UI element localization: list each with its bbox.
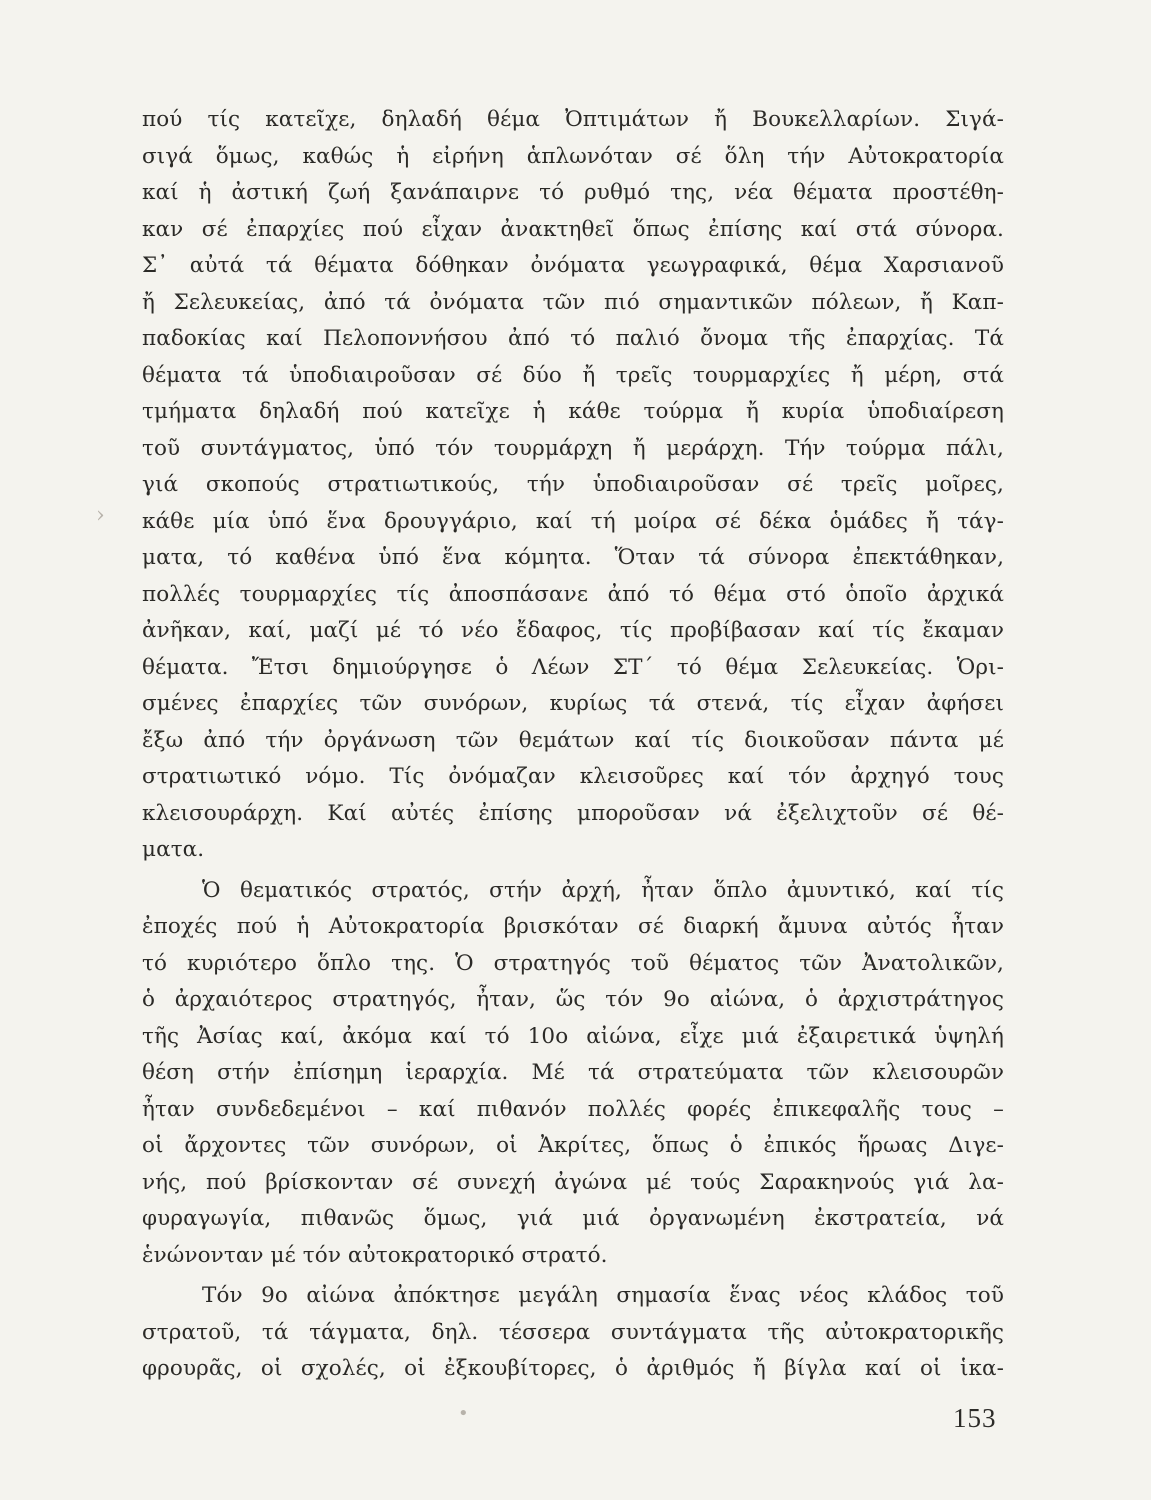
text-line: πολλές τουρμαρχίες τίς ἀποσπάσανε ἀπό τό θέμα στό ὁποῖο ἀρχικά [142,581,1004,607]
text-line: ἀνῆκαν, καί, μαζί μέ τό νέο ἔδαφος, τίς προβίβασαν καί τίς ἔκαμαν [142,618,1004,643]
text-line: νής, πού βρίσκονταν σέ συνεχή ἀγώνα μέ τούς Σαρακηνούς γιά λα- [142,1169,1004,1195]
text-line: φρουρᾶς, οἱ σχολές, οἱ ἐξκουβίτορες, ὁ ἀριθμός ἤ βίγλα καί οἱ ἱκα- [142,1356,1004,1381]
text-line: ἑνώνονταν μέ τόν αὐτοκρατορικό στρατό. [142,1242,608,1268]
text-line: ματα, τό καθένα ὑπό ἕνα κόμητα. Ὅταν τά σύνορα ἐπεκτάθηκαν, [142,545,1004,570]
margin-mark-icon: › [96,503,105,528]
page-text [142,102,1004,1388]
paragraph-3 [142,1278,1004,1388]
text-line: σιγά ὅμως, καθώς ἡ εἰρήνη ἁπλωνόταν σέ ὅλη τήν Αὐτοκρατορία [142,143,1004,169]
text-line: ἐποχές πού ἡ Αὐτοκρατορία βρισκόταν σέ διαρκή ἄμυνα αὐτός ἦταν [142,914,1004,939]
text-line: Ὁ θεματικός στρατός, στήν ἀρχή, ἦταν ὅπλο ἀμυντικό, καί τίς [202,877,1004,903]
text-line: θέματα τά ὑποδιαιροῦσαν σέ δύο ἤ τρεῖς τουρμαρχίες ἤ μέρη, στά [142,362,1004,388]
text-line: ἤ Σελευκείας, ἀπό τά ὀνόματα τῶν πιό σημαντικῶν πόλεων, ἤ Καπ- [142,289,1004,315]
paragraph-2 [142,873,1004,1275]
text-line: ἔξω ἀπό τήν ὀργάνωση τῶν θεμάτων καί τίς διοικοῦσαν πάντα μέ [142,727,1004,753]
text-line: καί ἡ ἀστική ζωή ξανάπαιρνε τό ρυθμό της, νέα θέματα προστέθη- [142,180,1004,205]
text-line: θέση στήν ἐπίσημη ἱεραρχία. Μέ τά στρατεύματα τῶν κλεισουρῶν [142,1060,1004,1085]
text-line: ἦταν συνδεδεμένοι – καί πιθανόν πολλές φορές ἐπικεφαλῆς τους – [142,1096,1004,1122]
text-line: ματα. [142,837,205,862]
text-line: Τόν 9ο αἰώνα ἀπόκτησε μεγάλη σημασία ἕνας νέος κλάδος τοῦ [202,1283,1004,1308]
text-line: Σ᾽ αὐτά τά θέματα δόθηκαν ὀνόματα γεωγραφικά, θέμα Χαρσιανοῦ [142,253,1004,278]
paragraph-1 [142,102,1004,869]
text-line: γιά σκοπούς στρατιωτικούς, τήν ὑποδιαιροῦσαν σέ τρεῖς μοῖρες, [142,472,1004,497]
text-line: πού τίς κατεῖχε, δηλαδή θέμα Ὀπτιμάτων ἤ Βουκελλαρίων. Σιγά- [142,107,1004,132]
text-line: τοῦ συντάγματος, ὑπό τόν τουρμάρχη ἤ μεράρχη. Τήν τούρμα πάλι, [142,435,1004,461]
text-line: τῆς Ἀσίας καί, ἀκόμα καί τό 10ο αἰώνα, εἶχε μιά ἐξαιρετικά ὑψηλή [142,1023,1004,1049]
text-line: καν σέ ἐπαρχίες πού εἶχαν ἀνακτηθεῖ ὅπως ἐπίσης καί στά σύνορα. [142,216,1004,242]
text-line: τό κυριότερο ὅπλο της. Ὁ στρατηγός τοῦ θέματος τῶν Ἀνατολικῶν, [142,950,1004,976]
page-number: 153 [953,1403,997,1433]
text-line: στρατοῦ, τά τάγματα, δηλ. τέσσερα συντάγματα τῆς αὐτοκρατορικῆς [142,1319,1004,1345]
text-line: παδοκίας καί Πελοποννήσου ἀπό τό παλιό ὄνομα τῆς ἐπαρχίας. Τά [142,326,1004,351]
ornament-icon: • [458,1403,469,1424]
text-line: σμένες ἐπαρχίες τῶν συνόρων, κυρίως τά στενά, τίς εἶχαν ἀφήσει [142,691,1004,716]
text-line: κάθε μία ὑπό ἕνα δρουγγάριο, καί τή μοίρα σέ δέκα ὁμάδες ἤ τάγ- [142,508,1004,534]
text-line: τμήματα δηλαδή πού κατεῖχε ἡ κάθε τούρμα ἤ κυρία ὑποδιαίρεση [142,399,1004,424]
text-line: οἱ ἄρχοντες τῶν συνόρων, οἱ Ἀκρίτες, ὅπως ὁ ἐπικός ἥρωας Διγε- [142,1133,1004,1158]
text-line: φυραγωγία, πιθανῶς ὅμως, γιά μιά ὀργανωμένη ἐκστρατεία, νά [142,1206,1004,1231]
text-line: θέματα. Ἔτσι δημιούργησε ὁ Λέων ΣΤ΄ τό θέμα Σελευκείας. Ὁρι- [142,654,1004,680]
text-line: κλεισουράρχη. Καί αὐτές ἐπίσης μποροῦσαν νά ἐξελιχτοῦν σέ θέ- [142,800,1004,826]
text-line: ὁ ἀρχαιότερος στρατηγός, ἦταν, ὥς τόν 9ο αἰώνα, ὁ ἀρχιστράτηγος [142,987,1004,1012]
text-line: στρατιωτικό νόμο. Τίς ὀνόμαζαν κλεισοῦρες καί τόν ἀρχηγό τους [142,764,1004,789]
